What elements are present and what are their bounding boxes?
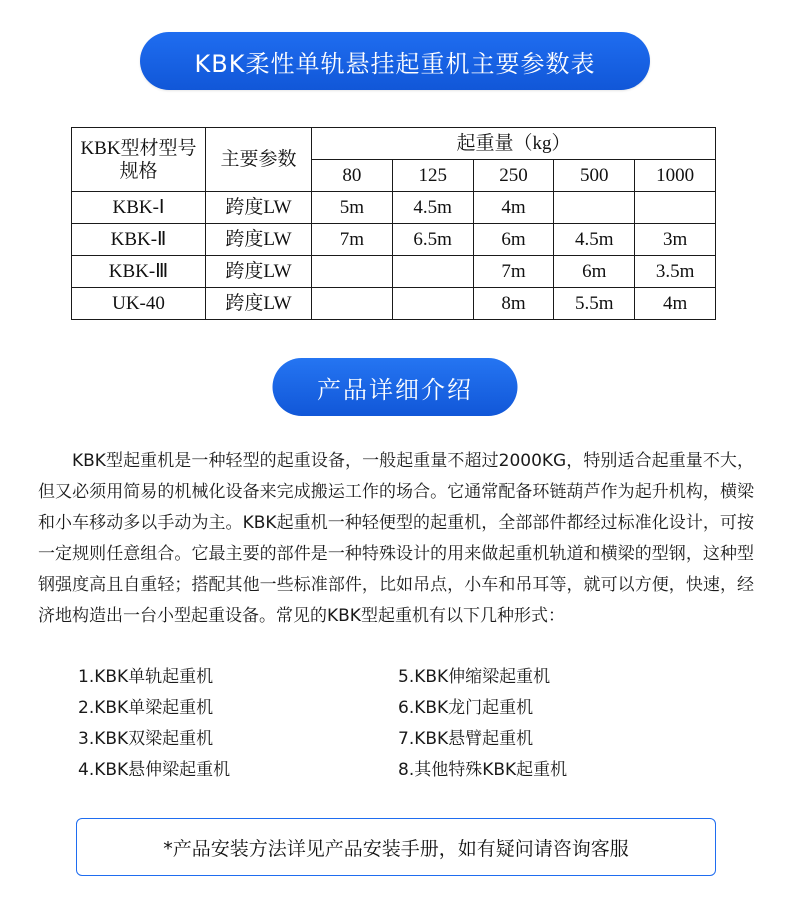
- row-value: 3m: [635, 224, 716, 256]
- capacity-col-125: 125: [392, 160, 473, 192]
- row-value: 3.5m: [635, 256, 716, 288]
- title-banner: [140, 32, 650, 90]
- page-title: KBK柔性单轨悬挂起重机主要参数表: [194, 49, 596, 78]
- row-model: KBK-Ⅰ: [72, 192, 206, 224]
- row-value: 4.5m: [392, 192, 473, 224]
- row-value: 4m: [635, 288, 716, 320]
- list-item: 5.KBK伸缩梁起重机: [398, 667, 551, 687]
- row-value: 5m: [312, 192, 393, 224]
- row-value: 6m: [554, 256, 635, 288]
- row-value: [392, 288, 473, 320]
- section-title: 产品详细介绍: [317, 375, 473, 404]
- row-model: UK-40: [72, 288, 206, 320]
- header-model: KBK型材型号规格: [72, 128, 206, 192]
- row-value: 6m: [473, 224, 554, 256]
- row-value: [312, 256, 393, 288]
- row-value: 8m: [473, 288, 554, 320]
- row-value: [554, 192, 635, 224]
- row-value: 5.5m: [554, 288, 635, 320]
- crane-type-list: [78, 662, 718, 786]
- list-column-right: [398, 662, 718, 786]
- footer-note-box: [76, 818, 716, 876]
- row-value: 4.5m: [554, 224, 635, 256]
- capacity-col-250: 250: [473, 160, 554, 192]
- row-param: 跨度LW: [206, 224, 312, 256]
- capacity-col-500: 500: [554, 160, 635, 192]
- capacity-col-80: 80: [312, 160, 393, 192]
- list-item: 7.KBK悬臂起重机: [398, 729, 534, 749]
- row-value: [312, 288, 393, 320]
- list-item: 8.其他特殊KBK起重机: [398, 760, 568, 780]
- table-row: [72, 224, 716, 256]
- table-row: [72, 288, 716, 320]
- list-item: 6.KBK龙门起重机: [398, 698, 534, 718]
- row-value: [635, 192, 716, 224]
- row-param: 跨度LW: [206, 288, 312, 320]
- row-value: [392, 256, 473, 288]
- row-value: 7m: [312, 224, 393, 256]
- spec-table: [71, 127, 716, 320]
- list-item: 4.KBK悬伸梁起重机: [78, 760, 231, 780]
- list-item: 1.KBK单轨起重机: [78, 667, 214, 687]
- capacity-col-1000: 1000: [635, 160, 716, 192]
- header-param: 主要参数: [206, 128, 312, 192]
- row-model: KBK-Ⅲ: [72, 256, 206, 288]
- row-model: KBK-Ⅱ: [72, 224, 206, 256]
- table-row: [72, 256, 716, 288]
- body-paragraph: KBK型起重机是一种轻型的起重设备，一般起重量不超过2000KG，特别适合起重量不大，但又必须用简易的机械化设备来完成搬运工作的场合。它通常配备环链葫芦作为起升机构，横梁和小车移动多以手动为主。KBK起重机一种轻便型的起重机，全部部件都经过标准化设计，可按一定规则任意组合。它最主要的部件是一种特殊设计的用来做起重机轨道和横梁的型钢，这种型钢强度高且自重轻；搭配其他一些标准部件，比如吊点，小车和吊耳等，就可以方便，快速，经济地构造出一台小型起重设备。常见的KBK型起重机有以下几种形式：: [38, 451, 754, 626]
- spec-table-container: [71, 127, 716, 320]
- row-value: 4m: [473, 192, 554, 224]
- list-item: 3.KBK双梁起重机: [78, 729, 214, 749]
- header-capacity: 起重量（kg）: [312, 128, 716, 160]
- footer-note-text: *产品安装方法详见产品安装手册，如有疑问请咨询客服: [163, 837, 629, 860]
- row-param: 跨度LW: [206, 192, 312, 224]
- table-header-row: [72, 128, 716, 160]
- row-value: 7m: [473, 256, 554, 288]
- row-param: 跨度LW: [206, 256, 312, 288]
- list-column-left: [78, 662, 398, 786]
- section-banner: [273, 358, 518, 416]
- list-item: 2.KBK单梁起重机: [78, 698, 214, 718]
- row-value: 6.5m: [392, 224, 473, 256]
- table-row: [72, 192, 716, 224]
